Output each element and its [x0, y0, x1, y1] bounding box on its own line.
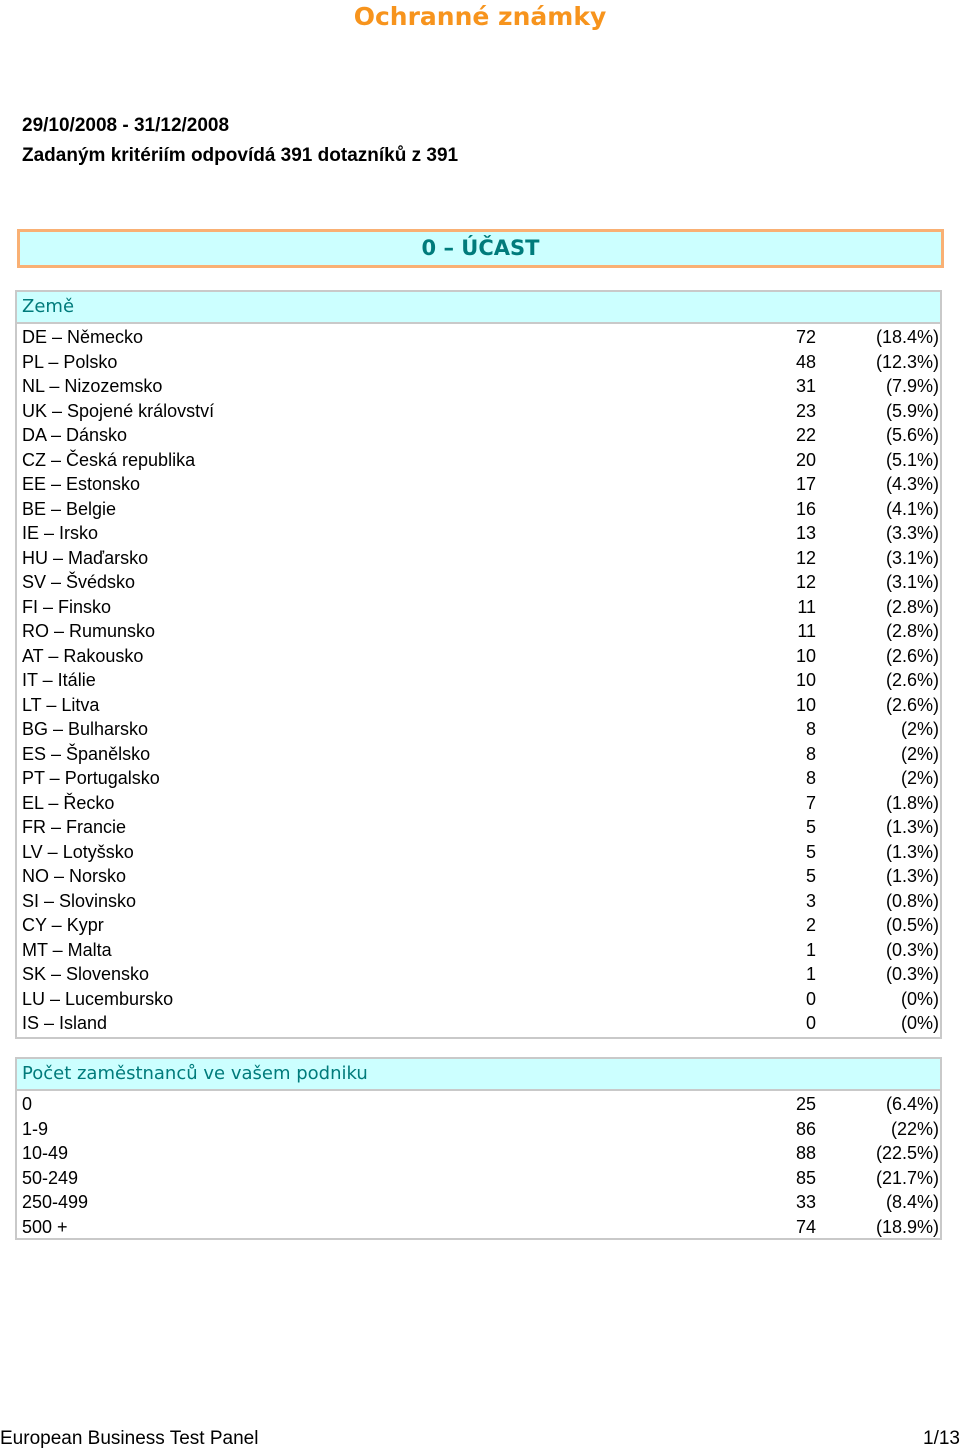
answer-label: FR – Francie: [22, 817, 127, 837]
answer-row: [17, 1141, 940, 1166]
answer-percent: (2%): [900, 743, 939, 764]
answer-percent: (1.8%): [885, 792, 939, 813]
answer-label: SV – Švédsko: [22, 572, 136, 592]
answer-count: 8: [805, 743, 816, 764]
answer-percent: (0%): [900, 988, 939, 1009]
answer-row: [17, 1215, 940, 1240]
answer-list: [17, 324, 940, 1036]
answer-row: [17, 717, 940, 742]
answer-count: 12: [795, 547, 816, 568]
answer-count: 88: [795, 1143, 816, 1163]
answer-label: DE – Německo: [22, 327, 144, 347]
answer-row: [17, 521, 940, 546]
answer-label: DA – Dánsko: [22, 425, 128, 445]
answer-percent: (22.5%): [875, 1143, 939, 1163]
answer-row: [17, 840, 940, 865]
answer-row: [17, 693, 940, 718]
answer-percent: (6.4%): [885, 1094, 939, 1114]
question-employees: [15, 1057, 942, 1240]
answer-percent: (1.3%): [885, 866, 939, 886]
answer-label: LT – Litva: [22, 694, 100, 715]
date-range: 29/10/2008 - 31/12/2008: [22, 115, 230, 136]
answer-count: 72: [795, 327, 816, 347]
answer-count: 74: [795, 1216, 816, 1237]
answer-percent: (0.8%): [885, 890, 939, 911]
answer-count: 8: [805, 768, 816, 788]
answer-count: 11: [797, 596, 816, 617]
answer-label: EL – Řecko: [22, 792, 115, 813]
answer-row: [17, 791, 940, 816]
answer-label: SK – Slovensko: [22, 964, 150, 984]
answer-percent: (3.1%): [885, 572, 939, 592]
answer-percent: (21.7%): [875, 1167, 939, 1188]
answer-count: 20: [795, 449, 816, 470]
answer-percent: (0.3%): [885, 939, 939, 960]
answer-count: 86: [795, 1118, 816, 1139]
answer-label: IT – Itálie: [22, 670, 96, 690]
answer-row: [17, 766, 940, 791]
answer-row: [17, 889, 940, 914]
answer-row: [17, 423, 940, 448]
answer-label: CZ – Česká republika: [22, 449, 196, 470]
question-title: Počet zaměstnanců ve vašem podniku: [17, 1059, 940, 1091]
answer-percent: (2.6%): [885, 670, 939, 690]
answer-label: IE – Irsko: [22, 523, 99, 543]
answer-row: [17, 546, 940, 571]
answer-percent: (3.1%): [885, 547, 939, 568]
answer-row: [17, 325, 940, 350]
answer-label: EE – Estonsko: [22, 474, 141, 494]
answer-row: [17, 448, 940, 473]
answer-percent: (1.3%): [885, 841, 939, 862]
answer-percent: (5.1%): [885, 449, 939, 470]
answer-row: [17, 1092, 940, 1117]
answer-label: LU – Lucembursko: [22, 988, 174, 1009]
answer-label: 1-9: [22, 1118, 49, 1139]
answer-count: 11: [797, 621, 816, 641]
answer-count: 10: [795, 645, 816, 666]
answer-count: 23: [795, 400, 816, 421]
answer-row: [17, 913, 940, 938]
answer-percent: (3.3%): [885, 523, 939, 543]
answer-label: 10-49: [22, 1143, 69, 1163]
answer-count: 17: [795, 474, 816, 494]
answer-count: 16: [795, 498, 816, 519]
answer-label: NO – Norsko: [22, 866, 127, 886]
answer-label: BG – Bulharsko: [22, 719, 149, 739]
answer-label: LV – Lotyšsko: [22, 841, 134, 862]
answer-row: [17, 570, 940, 595]
answer-percent: (1.3%): [885, 817, 939, 837]
answer-count: 25: [795, 1094, 816, 1114]
answer-label: IS – Island: [22, 1013, 108, 1033]
footer-panel-name: European Business Test Panel: [0, 1428, 259, 1449]
footer-page-number: 1/13: [923, 1428, 960, 1449]
answer-count: 22: [795, 425, 816, 445]
answer-row: [17, 742, 940, 767]
answer-label: 500 +: [22, 1216, 68, 1237]
answer-row: [17, 497, 940, 522]
section-banner: 0 – ÚČAST: [17, 229, 944, 268]
document-title: Ochranné známky: [353, 2, 607, 31]
answer-label: RO – Rumunsko: [22, 621, 156, 641]
answer-row: [17, 1011, 940, 1036]
answer-count: 31: [795, 376, 816, 396]
answer-label: AT – Rakousko: [22, 645, 144, 666]
answer-row: [17, 644, 940, 669]
answer-row: [17, 595, 940, 620]
answer-percent: (18.9%): [875, 1216, 939, 1237]
answer-row: [17, 1190, 940, 1215]
answer-count: 3: [805, 890, 816, 911]
answer-percent: (2.8%): [885, 596, 939, 617]
answer-count: 1: [805, 939, 816, 960]
answer-percent: (22%): [890, 1118, 939, 1139]
answer-label: NL – Nizozemsko: [22, 376, 163, 396]
answer-count: 10: [795, 670, 816, 690]
answer-count: 8: [805, 719, 816, 739]
answer-count: 5: [805, 817, 816, 837]
answer-label: 250-499: [22, 1192, 89, 1212]
answer-count: 5: [805, 866, 816, 886]
answer-label: 0: [22, 1094, 33, 1114]
answer-percent: (2.6%): [885, 694, 939, 715]
answer-percent: (5.9%): [885, 400, 939, 421]
answer-row: [17, 668, 940, 693]
answer-count: 13: [795, 523, 816, 543]
answer-row: [17, 1117, 940, 1142]
answer-percent: (2%): [900, 719, 939, 739]
answer-row: [17, 350, 940, 375]
answer-percent: (2.6%): [885, 645, 939, 666]
question-title: Země: [17, 292, 940, 324]
answer-row: [17, 374, 940, 399]
answer-percent: (2.8%): [885, 621, 939, 641]
answer-row: [17, 1166, 940, 1191]
answer-count: 0: [805, 1013, 816, 1033]
answer-count: 0: [805, 988, 816, 1009]
answer-percent: (2%): [900, 768, 939, 788]
answer-count: 12: [795, 572, 816, 592]
answer-count: 1: [805, 964, 816, 984]
criteria-summary: Zadaným kritériím odpovídá 391 dotazníků z 391: [22, 145, 459, 166]
answer-row: [17, 864, 940, 889]
answer-row: [17, 472, 940, 497]
answer-label: BE – Belgie: [22, 498, 117, 519]
answer-percent: (4.3%): [885, 474, 939, 494]
answer-count: 33: [795, 1192, 816, 1212]
answer-percent: (18.4%): [875, 327, 939, 347]
answer-label: PL – Polsko: [22, 351, 118, 372]
answer-count: 7: [805, 792, 816, 813]
answer-row: [17, 938, 940, 963]
answer-count: 5: [805, 841, 816, 862]
answer-label: HU – Maďarsko: [22, 547, 149, 568]
answer-percent: (12.3%): [875, 351, 939, 372]
answer-list: [17, 1091, 940, 1239]
answer-percent: (8.4%): [885, 1192, 939, 1212]
answer-count: 2: [805, 915, 816, 935]
answer-percent: (0.3%): [885, 964, 939, 984]
answer-percent: (4.1%): [885, 498, 939, 519]
answer-count: 10: [795, 694, 816, 715]
answer-row: [17, 815, 940, 840]
answer-count: 48: [795, 351, 816, 372]
answer-label: CY – Kypr: [22, 915, 104, 935]
answer-label: FI – Finsko: [22, 596, 112, 617]
answer-row: [17, 399, 940, 424]
question-country: [15, 290, 942, 1039]
answer-label: UK – Spojené království: [22, 400, 215, 421]
answer-percent: (7.9%): [885, 376, 939, 396]
answer-count: 85: [795, 1167, 816, 1188]
answer-row: [17, 962, 940, 987]
answer-label: MT – Malta: [22, 939, 112, 960]
answer-label: PT – Portugalsko: [22, 768, 160, 788]
answer-row: [17, 987, 940, 1012]
answer-label: SI – Slovinsko: [22, 890, 137, 911]
answer-percent: (0.5%): [885, 915, 939, 935]
answer-percent: (0%): [900, 1013, 939, 1033]
answer-row: [17, 619, 940, 644]
answer-label: 50-249: [22, 1167, 79, 1188]
answer-percent: (5.6%): [885, 425, 939, 445]
answer-label: ES – Španělsko: [22, 743, 151, 764]
